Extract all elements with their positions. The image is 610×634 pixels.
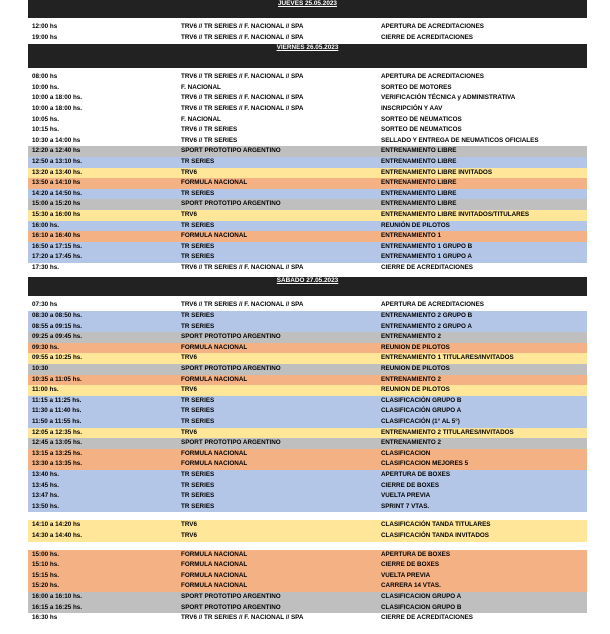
row-activity: VUELTA PREVIA xyxy=(381,492,431,500)
row-category: TRV6 xyxy=(181,354,197,362)
row-category: FORMULA NACIONAL xyxy=(181,375,248,383)
row-activity: CLASIFICACIÓN GRUPO B xyxy=(381,396,462,404)
schedule-row xyxy=(28,115,587,126)
row-activity: ENTRENAMIENTO LIBRE xyxy=(381,157,457,165)
row-activity: CIERRE DE ACREDITACIONES xyxy=(381,614,474,622)
row-category: TR SERIES xyxy=(181,396,215,404)
day-title: VIERNES 26.05.2023 xyxy=(276,44,339,52)
day-block-sabado xyxy=(28,296,587,623)
row-activity: VUELTA PREVIA xyxy=(381,571,431,579)
row-activity: SORTEO DE NEUMATICOS xyxy=(381,126,462,134)
row-category: TR SERIES xyxy=(181,418,215,425)
row-category: TR SERIES xyxy=(181,189,215,197)
schedule-row xyxy=(28,385,587,396)
day-block-viernes xyxy=(28,68,587,273)
row-category: FORMULA NACIONAL xyxy=(181,449,248,457)
row-time: 12:05 a 12:35 hs. xyxy=(32,428,83,436)
row-activity: ENTRENAMIENTO LIBRE xyxy=(381,189,457,197)
row-activity: REUNION DE PILOTOS xyxy=(381,365,450,373)
schedule-row xyxy=(28,438,587,449)
row-activity: ENTRENAMIENTO LIBRE xyxy=(381,200,457,208)
row-time: 15:00 a 15:20 hs xyxy=(32,200,81,208)
row-category: FORMULA NACIONAL xyxy=(181,179,248,187)
row-category: TR SERIES xyxy=(181,502,215,510)
row-category: SPORT PROTOTIPO ARGENTINO xyxy=(181,603,281,611)
row-activity: ENTRENAMIENTO 2 TITULARES/INVITADOS xyxy=(381,428,514,436)
row-category: SPORT PROTOTIPO ARGENTINO xyxy=(181,200,281,208)
row-category: TR SERIES xyxy=(181,470,215,478)
day-block-jueves xyxy=(28,22,587,43)
row-activity: CLASIFICACION GRUPO A xyxy=(381,592,462,600)
schedule-row xyxy=(28,322,587,333)
schedule-row xyxy=(28,560,587,571)
row-category: TR SERIES xyxy=(181,322,215,330)
row-category: TR SERIES xyxy=(181,481,215,489)
row-time: 19:00 hs xyxy=(32,33,58,41)
schedule-row xyxy=(28,396,587,407)
row-time: 09:30 hs. xyxy=(32,343,59,351)
schedule-row xyxy=(28,417,587,428)
row-activity: ENTRENAMIENTO 2 xyxy=(381,439,442,447)
row-activity: CARRERA 14 VTAS. xyxy=(381,582,441,590)
row-time: 12:20 a 12:40 hs xyxy=(32,147,81,155)
schedule-row xyxy=(28,603,587,614)
row-activity: CLASIFICACION xyxy=(381,449,431,457)
row-spacer xyxy=(28,542,587,550)
schedule-row xyxy=(28,221,587,232)
row-time: 11:50 a 11:55 hs. xyxy=(32,418,82,425)
schedule-row xyxy=(28,72,587,83)
row-activity: ENTRENAMIENTO LIBRE xyxy=(381,179,457,187)
schedule-row xyxy=(28,33,587,44)
schedule-row xyxy=(28,157,587,168)
row-category: TRV6 // TR SERIES // F. NACIONAL // SPA xyxy=(181,301,304,309)
schedule-row xyxy=(28,375,587,386)
schedule-row xyxy=(28,459,587,470)
row-category: FORMULA NACIONAL xyxy=(181,561,248,569)
row-category: TRV6 xyxy=(181,531,197,539)
row-category: SPORT PROTOTIPO ARGENTINO xyxy=(181,592,281,600)
row-time: 12:45 a 13:05 hs. xyxy=(32,439,83,447)
row-category: TR SERIES xyxy=(181,221,215,229)
row-time: 16:00 hs. xyxy=(32,221,59,229)
row-activity: REUNION DE PILOTOS xyxy=(381,343,450,351)
schedule-row xyxy=(28,178,587,189)
row-time: 10:00 a 18:00 hs. xyxy=(32,94,83,102)
row-category: TRV6 // TR SERIES xyxy=(181,126,238,134)
row-spacer xyxy=(28,512,587,520)
row-category: TRV6 xyxy=(181,386,197,394)
row-time: 08:00 hs xyxy=(32,73,58,81)
row-category: TR SERIES xyxy=(181,242,215,250)
schedule-row xyxy=(28,550,587,561)
schedule-row xyxy=(28,83,587,94)
row-category: FORMULA NACIONAL xyxy=(181,343,248,351)
row-category: TRV6 xyxy=(181,210,197,218)
day-title: SÁBADO 27.05.2023 xyxy=(276,277,339,285)
row-time: 13:45 hs. xyxy=(32,481,59,489)
schedule-row xyxy=(28,428,587,439)
row-time: 13:30 a 13:35 hs. xyxy=(32,460,83,468)
row-activity: ENTRENAMIENTO 1 GRUPO B xyxy=(381,242,473,250)
schedule-row xyxy=(28,364,587,375)
row-activity: CLASIFICACIÓN (1° AL 5°) xyxy=(381,418,460,425)
row-time: 14:20 a 14:50 hs. xyxy=(32,189,83,197)
row-time: 08:55 a 09:15 hs. xyxy=(32,322,83,330)
row-category: TRV6 // TR SERIES // F. NACIONAL // SPA xyxy=(181,23,304,30)
row-time: 09:25 a 09:45 hs. xyxy=(32,333,83,341)
day-title: JUEVES 25.05.2023 xyxy=(278,0,337,7)
schedule-row xyxy=(28,93,587,104)
row-activity: ENTRENAMIENTO LIBRE INVITADOS/TITULARES xyxy=(381,210,530,218)
schedule-row xyxy=(28,571,587,582)
row-time: 10:00 hs. xyxy=(32,83,59,91)
day-header-jueves xyxy=(28,0,587,18)
row-category: F. NACIONAL xyxy=(181,83,221,91)
row-time: 11:00 hs. xyxy=(32,386,59,394)
row-time: 11:30 a 11:40 hs. xyxy=(32,407,82,415)
row-time: 09:55 a 10:25 hs. xyxy=(32,354,83,362)
schedule-row xyxy=(28,231,587,242)
row-category: TR SERIES xyxy=(181,312,215,320)
row-time: 15:10 hs. xyxy=(32,561,59,569)
schedule-row xyxy=(28,592,587,603)
row-time: 16:15 a 16:25 hs. xyxy=(32,603,83,611)
row-activity: SPRINT 7 VTAS. xyxy=(381,502,430,510)
row-category: FORMULA NACIONAL xyxy=(181,571,248,579)
row-category: SPORT PROTOTIPO ARGENTINO xyxy=(181,365,281,373)
row-activity: INSCRIPCIÓN Y AAV xyxy=(381,104,443,112)
schedule-row xyxy=(28,520,587,531)
row-category: SPORT PROTOTIPO ARGENTINO xyxy=(181,147,281,155)
schedule-row xyxy=(28,104,587,115)
row-category: TRV6 // TR SERIES // F. NACIONAL // SPA xyxy=(181,94,304,102)
row-category: FORMULA NACIONAL xyxy=(181,550,248,558)
row-activity: CIERRE DE BOXES xyxy=(381,561,440,569)
row-time: 13:50 a 14:10 hs xyxy=(32,179,81,187)
row-activity: SORTEO DE MOTORES xyxy=(381,83,452,91)
row-time: 07:30 hs xyxy=(32,301,58,309)
schedule-row xyxy=(28,136,587,147)
row-activity: SORTEO DE NEUMATICOS xyxy=(381,115,462,123)
row-activity: REUNION DE PILOTOS xyxy=(381,386,450,394)
schedule-sheet xyxy=(28,0,587,624)
row-time: 10:30 xyxy=(32,365,49,373)
row-time: 10:35 a 11:05 hs. xyxy=(32,375,82,383)
schedule-row xyxy=(28,242,587,253)
schedule-row xyxy=(28,199,587,210)
row-time: 13:47 hs. xyxy=(32,492,59,500)
row-activity: CLASIFICACION MEJORES 5 xyxy=(381,460,469,468)
schedule-row xyxy=(28,613,587,624)
row-category: TRV6 // TR SERIES // F. NACIONAL // SPA xyxy=(181,263,304,271)
row-time: 10:00 a 18:00 hs. xyxy=(32,104,83,112)
row-activity: APERTURA DE ACREDITACIONES xyxy=(381,23,484,30)
row-time: 14:10 a 14:20 hs xyxy=(32,521,81,529)
row-activity: ENTRENAMIENTO 1 TITULARES/INVITADOS xyxy=(381,354,514,362)
row-time: 15:15 hs. xyxy=(32,571,59,579)
schedule-row xyxy=(28,343,587,354)
schedule-row xyxy=(28,449,587,460)
row-activity: ENTRENAMIENTO 2 GRUPO A xyxy=(381,322,472,330)
schedule-row xyxy=(28,481,587,492)
schedule-row xyxy=(28,252,587,263)
row-time: 12:00 hs xyxy=(32,23,58,30)
row-activity: ENTRENAMIENTO 2 xyxy=(381,333,442,341)
day-header-sabado xyxy=(28,277,587,296)
row-category: TRV6 // TR SERIES // F. NACIONAL // SPA xyxy=(181,614,304,622)
schedule-row xyxy=(28,332,587,343)
row-activity: CLASIFICACIÓN GRUPO A xyxy=(381,407,462,415)
row-time: 10:30 a 14:00 hs xyxy=(32,136,81,144)
row-time: 08:30 a 08:50 hs. xyxy=(32,312,83,320)
row-time: 13:20 a 13:40 hs. xyxy=(32,168,83,176)
row-activity: VERIFICACIÓN TÉCNICA y ADMINISTRATIVA xyxy=(381,94,516,102)
schedule-row xyxy=(28,22,587,33)
row-time: 15:20 hs. xyxy=(32,582,59,590)
row-activity: ENTRENAMIENTO LIBRE xyxy=(381,147,457,155)
row-time: 11:15 a 11:25 hs. xyxy=(32,396,82,404)
row-category: F. NACIONAL xyxy=(181,115,221,123)
row-activity: ENTRENAMIENTO 1 GRUPO A xyxy=(381,253,472,261)
row-activity: CLASIFICACIÓN TANDA INVITADOS xyxy=(381,531,489,539)
row-time: 17:20 a 17:45 hs. xyxy=(32,253,83,261)
row-category: TRV6 // TR SERIES // F. NACIONAL // SPA xyxy=(181,73,304,81)
row-time: 14:30 a 14:40 hs. xyxy=(32,531,83,539)
schedule-row xyxy=(28,300,587,311)
row-time: 13:15 a 13:25 hs. xyxy=(32,449,83,457)
schedule-row xyxy=(28,581,587,592)
row-activity: CLASIFICACION GRUPO B xyxy=(381,603,462,611)
row-category: SPORT PROTOTIPO ARGENTINO xyxy=(181,439,281,447)
row-category: TRV6 xyxy=(181,521,197,529)
row-activity: APERTURA DE ACREDITACIONES xyxy=(381,73,484,81)
schedule-row xyxy=(28,146,587,157)
row-category: TRV6 // TR SERIES xyxy=(181,136,238,144)
row-category: FORMULA NACIONAL xyxy=(181,232,248,240)
row-activity: REUNIÓN DE PILOTOS xyxy=(381,221,450,229)
row-time: 10:15 hs. xyxy=(32,126,59,134)
row-category: TRV6 xyxy=(181,168,197,176)
row-category: TR SERIES xyxy=(181,157,215,165)
schedule-row xyxy=(28,406,587,417)
schedule-row xyxy=(28,263,587,274)
row-activity: ENTRENAMIENTO 2 xyxy=(381,375,442,383)
row-time: 13:50 hs. xyxy=(32,502,59,510)
row-time: 15:30 a 16:00 hs xyxy=(32,210,81,218)
row-time: 16:30 hs xyxy=(32,614,58,622)
row-time: 15:00 hs. xyxy=(32,550,59,558)
row-category: TR SERIES xyxy=(181,253,215,261)
row-time: 16:50 a 17:15 hs. xyxy=(32,242,83,250)
schedule-row xyxy=(28,491,587,502)
schedule-row xyxy=(28,470,587,481)
row-category: FORMULA NACIONAL xyxy=(181,460,248,468)
row-activity: APERTURA DE BOXES xyxy=(381,550,451,558)
row-time: 16:00 a 16:10 hs. xyxy=(32,592,83,600)
row-activity: ENTRENAMIENTO 2 GRUPO B xyxy=(381,312,473,320)
row-time: 10:05 hs. xyxy=(32,115,59,123)
schedule-row xyxy=(28,168,587,179)
day-header-viernes xyxy=(28,44,587,68)
row-category: TRV6 xyxy=(181,428,197,436)
row-time: 17:30 hs. xyxy=(32,263,59,271)
row-category: TR SERIES xyxy=(181,492,215,500)
schedule-row xyxy=(28,210,587,221)
row-category: TRV6 // TR SERIES // F. NACIONAL // SPA xyxy=(181,104,304,112)
row-category: TRV6 // TR SERIES // F. NACIONAL // SPA xyxy=(181,33,304,41)
row-activity: ENTRENAMIENTO 1 xyxy=(381,232,442,240)
row-activity: SELLADO Y ENTREGA DE NEUMATICOS OFICIALES xyxy=(381,136,539,144)
row-activity: ENTRENAMIENTO LIBRE INVITADOS xyxy=(381,168,493,176)
row-time: 13:40 hs. xyxy=(32,470,59,478)
row-category: TR SERIES xyxy=(181,407,215,415)
row-activity: CIERRE DE ACREDITACIONES xyxy=(381,263,474,271)
row-time: 12:50 a 13:10 hs. xyxy=(32,157,83,165)
schedule-row xyxy=(28,353,587,364)
row-activity: CIERRE DE BOXES xyxy=(381,481,440,489)
row-activity: APERTURA DE ACREDITACIONES xyxy=(381,301,484,309)
row-activity: CIERRE DE ACREDITACIONES xyxy=(381,33,474,41)
row-category: SPORT PROTOTIPO ARGENTINO xyxy=(181,333,281,341)
schedule-row xyxy=(28,189,587,200)
row-activity: APERTURA DE BOXES xyxy=(381,470,451,478)
row-category: FORMULA NACIONAL xyxy=(181,582,248,590)
schedule-row xyxy=(28,311,587,322)
row-time: 16:10 a 16:40 hs xyxy=(32,232,81,240)
schedule-row xyxy=(28,502,587,513)
schedule-row xyxy=(28,125,587,136)
schedule-row xyxy=(28,531,587,542)
row-activity: CLASIFICACIÓN TANDA TITULARES xyxy=(381,521,491,529)
